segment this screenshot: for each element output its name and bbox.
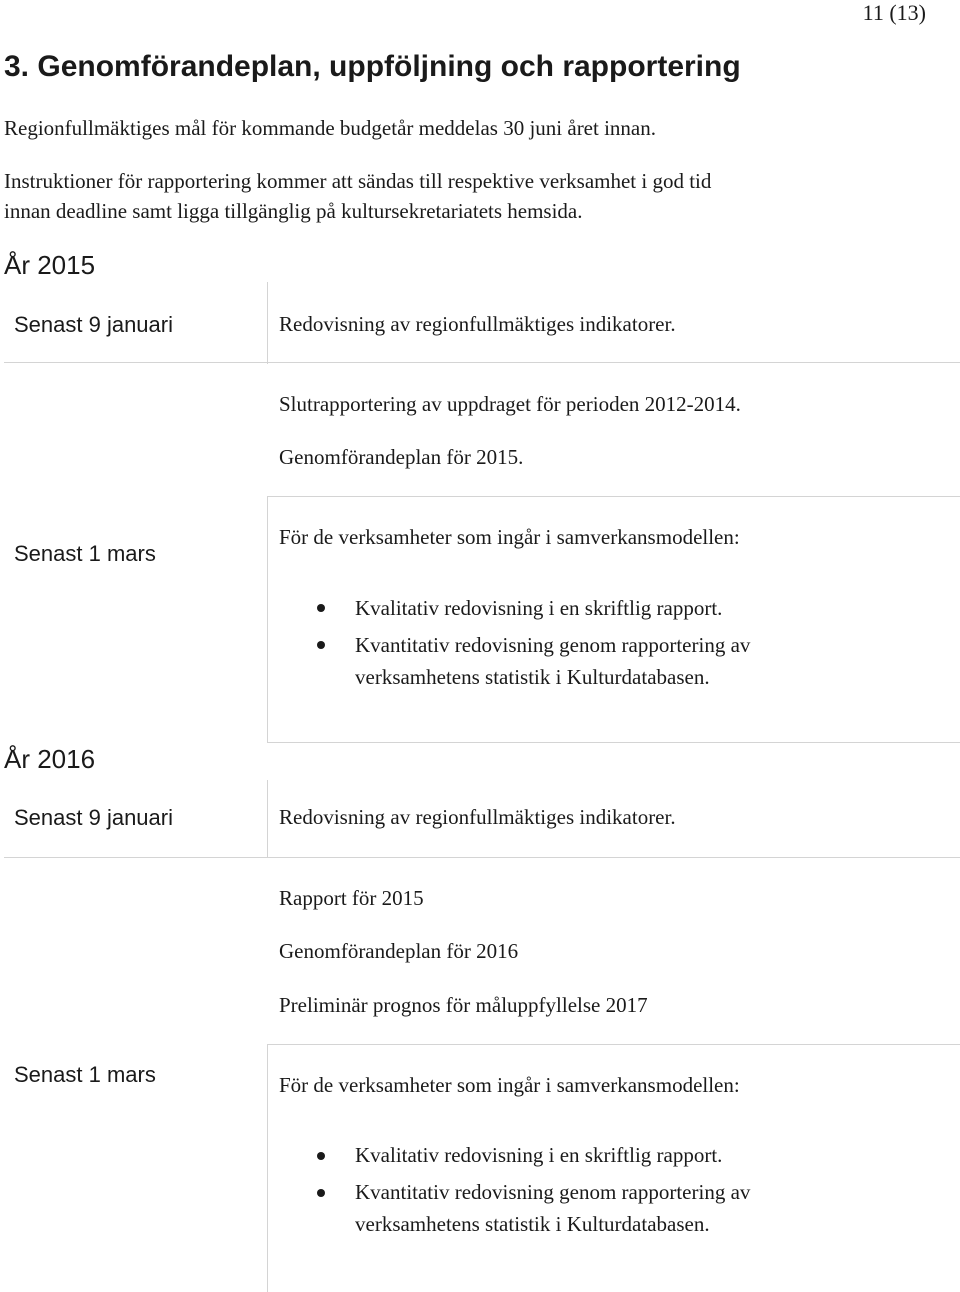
table-divider (267, 496, 960, 497)
year-heading-2016: År 2016 (4, 744, 96, 774)
table-column-divider (267, 1044, 268, 1292)
table-cell-text: Genomförandeplan för 2015. (279, 445, 524, 469)
table-cell-text: För de verksamheter som ingår i samverkansmodellen: (279, 1073, 740, 1097)
bullet-item-text: verksamhetens statistik i Kulturdatabasen. (355, 1212, 710, 1236)
bullet-item-text: Kvantitativ redovisning genom rapportering av (355, 1180, 751, 1204)
deadline-label: Senast 9 januari (14, 805, 173, 830)
year-heading-2015: År 2015 (4, 250, 96, 280)
table-cell-text: Redovisning av regionfullmäktiges indikatorer. (279, 312, 676, 336)
bullet-item-text: Kvalitativ redovisning i en skriftlig rapport. (355, 1143, 723, 1167)
bullet-icon (317, 1152, 325, 1160)
table-column-divider (267, 496, 268, 742)
table-cell-text: För de verksamheter som ingår i samverkansmodellen: (279, 525, 740, 549)
table-cell-text: Genomförandeplan för 2016 (279, 939, 519, 963)
intro-paragraph-2-line-1: Instruktioner för rapportering kommer att sändas till respektive verksamhet i god tid (4, 169, 712, 193)
table-column-divider (267, 780, 268, 858)
table-divider (4, 857, 960, 858)
bullet-icon (317, 641, 325, 649)
table-cell-text: Rapport för 2015 (279, 886, 424, 910)
intro-paragraph-2-line-2: innan deadline samt ligga tillgänglig på kultursekretariatets hemsida. (4, 199, 583, 223)
bullet-item-text: Kvalitativ redovisning i en skriftlig rapport. (355, 596, 723, 620)
table-divider (4, 362, 960, 363)
page-number: 11 (13) (862, 0, 926, 25)
deadline-label: Senast 9 januari (14, 312, 173, 337)
section-heading: 3. Genomförandeplan, uppföljning och rapportering (4, 50, 741, 83)
bullet-item-text: verksamhetens statistik i Kulturdatabasen. (355, 665, 710, 689)
table-divider (267, 1044, 960, 1045)
deadline-label: Senast 1 mars (14, 541, 156, 566)
bullet-icon (317, 604, 325, 612)
bullet-item-text: Kvantitativ redovisning genom rapportering av (355, 633, 751, 657)
table-column-divider (267, 282, 268, 364)
table-divider (267, 742, 960, 743)
deadline-label: Senast 1 mars (14, 1062, 156, 1087)
table-cell-text: Slutrapportering av uppdraget för perioden 2012-2014. (279, 392, 741, 416)
intro-paragraph-1: Regionfullmäktiges mål för kommande budgetår meddelas 30 juni året innan. (4, 116, 656, 140)
table-cell-text: Redovisning av regionfullmäktiges indikatorer. (279, 805, 676, 829)
bullet-icon (317, 1189, 325, 1197)
table-cell-text: Preliminär prognos för måluppfyllelse 2017 (279, 993, 648, 1017)
